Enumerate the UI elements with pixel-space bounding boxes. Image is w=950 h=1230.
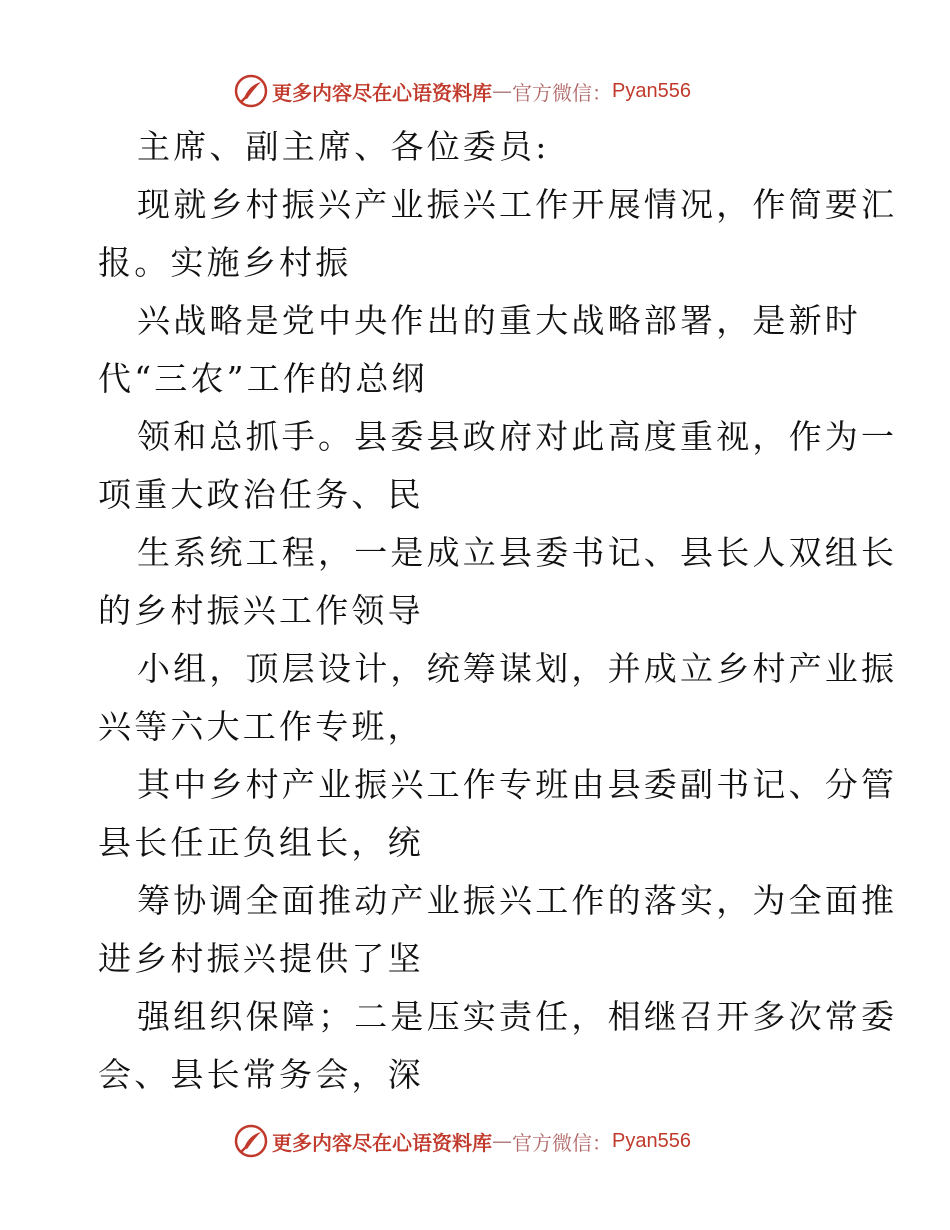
text-line: 兴等六大工作专班， xyxy=(98,707,424,746)
text-line: 现就乡村振兴产业振兴工作开展情况，作简要汇 xyxy=(137,185,898,224)
text-line: 生系统工程，一是成立县委书记、县长人双组长 xyxy=(137,533,898,572)
text-line: 会、县长常务会，深 xyxy=(98,1055,424,1094)
brand-logo-icon xyxy=(234,74,268,108)
text-line: 小组，顶层设计，统筹谋划，并成立乡村产业振 xyxy=(137,649,898,688)
text-line: 兴战略是党中央作出的重大战略部署，是新时 xyxy=(137,301,861,340)
text-line: 代“三农”工作的总纲 xyxy=(98,359,428,398)
footer-watermark xyxy=(234,1124,691,1158)
header-watermark xyxy=(234,74,691,108)
watermark-separator: — xyxy=(492,79,512,103)
watermark-wechat-label: 官方微信： xyxy=(512,80,612,105)
text-line: 项重大政治任务、民 xyxy=(98,475,424,514)
text-line: 县长任正负组长，统 xyxy=(98,823,424,862)
text-line: 报。实施乡村振 xyxy=(98,243,352,282)
watermark-wechat-label: 官方微信： xyxy=(512,1130,612,1155)
text-line: 进乡村振兴提供了坚 xyxy=(98,939,424,978)
watermark-text: 更多内容尽在心语资料库 xyxy=(272,80,492,105)
watermark-text: 更多内容尽在心语资料库 xyxy=(272,1130,492,1155)
text-line: 强组织保障；二是压实责任，相继召开多次常委 xyxy=(137,997,898,1036)
text-line: 其中乡村产业振兴工作专班由县委副书记、分管 xyxy=(137,765,898,804)
text-line: 的乡村振兴工作领导 xyxy=(98,591,424,630)
text-line: 领和总抓手。县委县政府对此高度重视，作为一 xyxy=(137,417,898,456)
text-line: 主席、副主席、各位委员: xyxy=(137,127,550,166)
watermark-separator: — xyxy=(492,1129,512,1153)
text-line: 筹协调全面推动产业振兴工作的落实，为全面推 xyxy=(137,881,898,920)
watermark-wechat-id: Pyan556 xyxy=(612,79,691,102)
watermark-wechat-id: Pyan556 xyxy=(612,1129,691,1152)
brand-logo-icon xyxy=(234,1124,268,1158)
